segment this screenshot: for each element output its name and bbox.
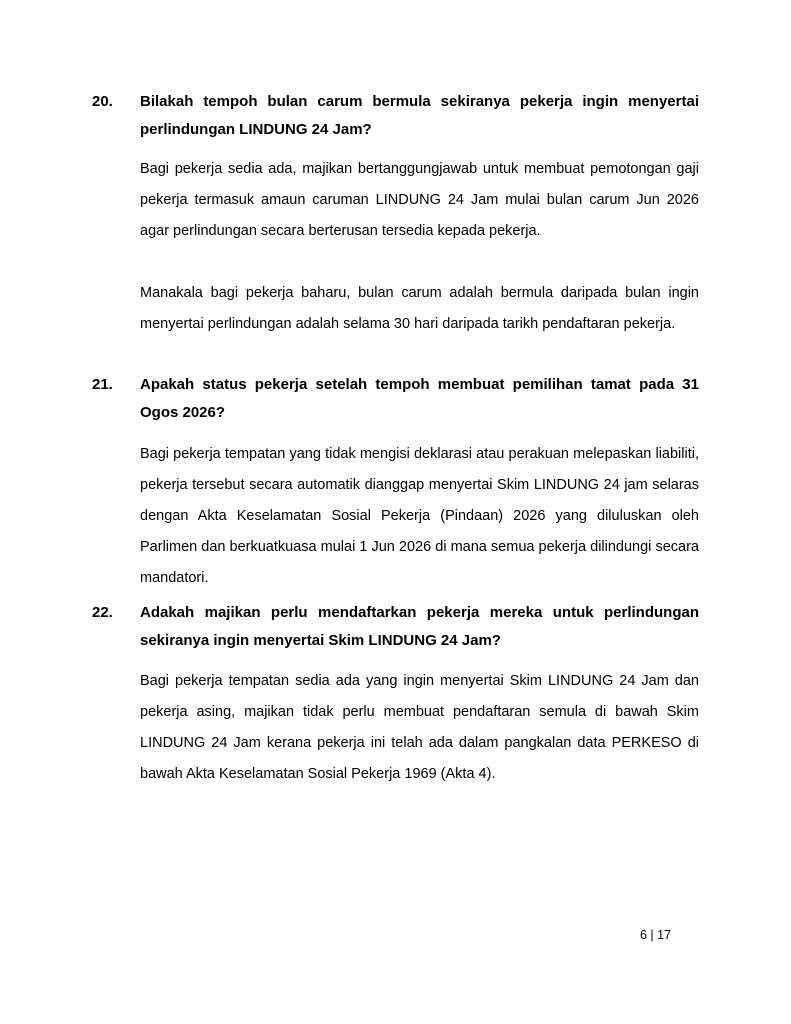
faq-item-22 (92, 599, 699, 790)
answer-paragraph: Bagi pekerja tempatan yang tidak mengisi deklarasi atau perakuan melepaskan liabiliti, pekerja tersebut secara automatik dianggap menyertai Skim LINDUNG 24 jam selaras dengan Akta Keselamatan Sosial Pekerja (Pindaan) 2026 yang diluluskan oleh Parlimen dan berkuatkuasa mulai 1 Jun 2026 di mana semua pekerja dilindungi secara mandatori. (140, 446, 699, 586)
question-row (92, 599, 699, 655)
answer-block (140, 154, 699, 340)
question-number: 20. (92, 93, 113, 110)
question-row (92, 88, 699, 144)
question-number: 22. (92, 604, 113, 621)
faq-item-21 (92, 371, 699, 594)
answer-paragraph: Bagi pekerja tempatan sedia ada yang ingin menyertai Skim LINDUNG 24 Jam dan pekerja asing, majikan tidak perlu membuat pendaftaran semula di bawah Skim LINDUNG 24 Jam kerana pekerja ini telah ada dalam pangkalan data PERKESO di bawah Akta Keselamatan Sosial Pekerja 1969 (Akta 4). (140, 673, 699, 782)
answer-block (140, 666, 699, 790)
question-text: Bilakah tempoh bulan carum bermula sekiranya pekerja ingin menyertai perlindungan LINDUNG 24 Jam? (140, 93, 699, 138)
answer-paragraph: Bagi pekerja sedia ada, majikan bertanggungjawab untuk membuat pemotongan gaji pekerja termasuk amaun caruman LINDUNG 24 Jam mulai bulan carum Jun 2026 agar perlindungan secara berterusan tersedia kepada pekerja. (140, 161, 699, 239)
question-text: Adakah majikan perlu mendaftarkan pekerja mereka untuk perlindungan sekiranya ingin menyertai Skim LINDUNG 24 Jam? (140, 604, 699, 649)
question-number: 21. (92, 376, 113, 393)
question-row (92, 371, 699, 427)
faq-item-20 (92, 88, 699, 340)
page-number: 6 | 17 (640, 928, 672, 942)
answer-block (140, 439, 699, 594)
question-text: Apakah status pekerja setelah tempoh membuat pemilihan tamat pada 31 Ogos 2026? (140, 376, 699, 421)
answer-paragraph: Manakala bagi pekerja baharu, bulan carum adalah bermula daripada bulan ingin menyertai perlindungan adalah selama 30 hari daripada tarikh pendaftaran pekerja. (140, 285, 699, 332)
